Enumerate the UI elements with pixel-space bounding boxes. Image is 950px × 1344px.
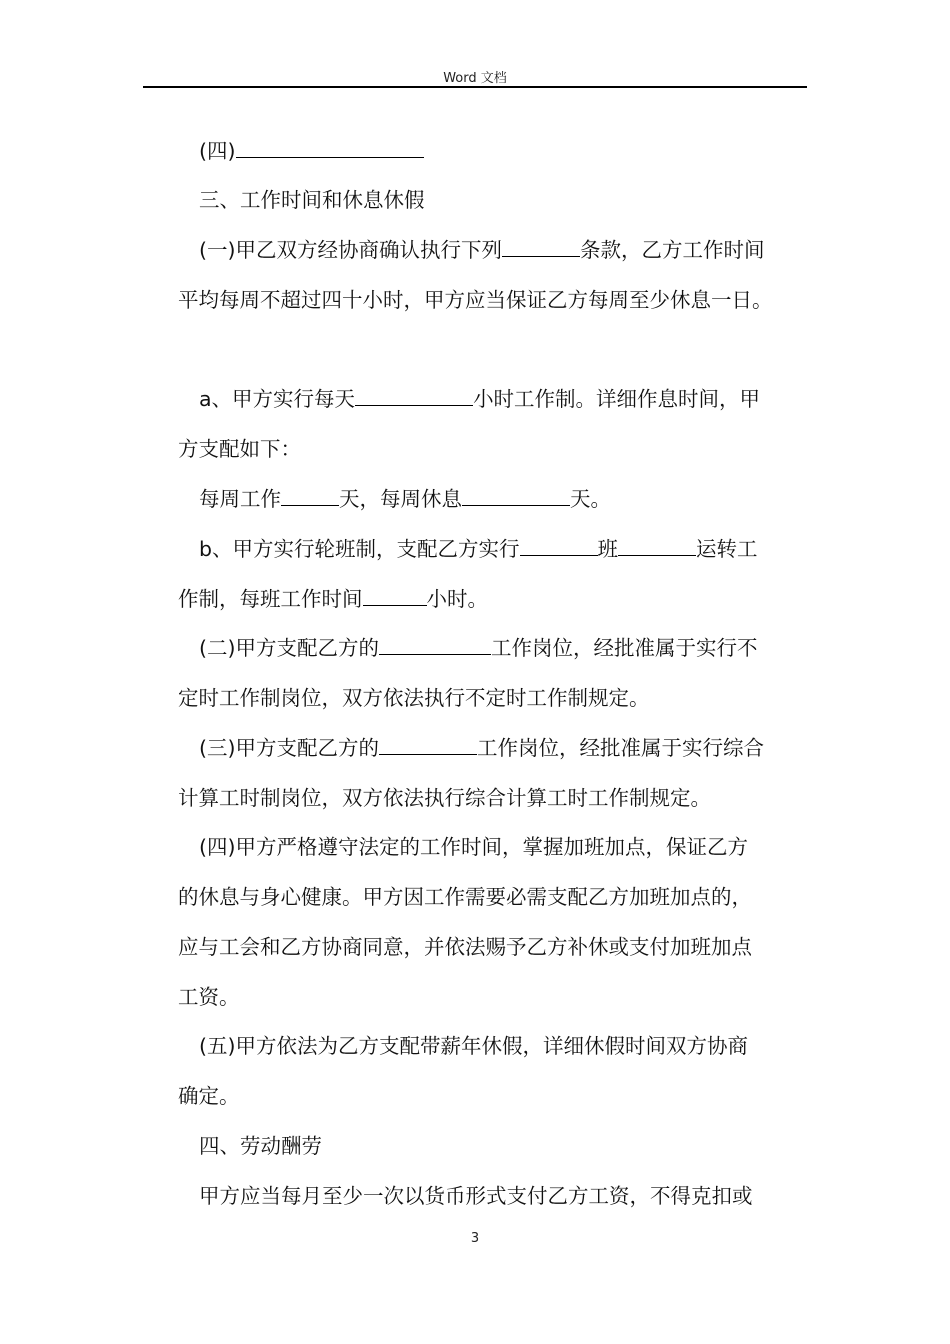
text-segment: 天。 — [570, 487, 611, 511]
text-line: 的休息与身心健康。甲方因工作需要必需支配乙方加班加点的， — [178, 885, 752, 909]
text-line — [199, 536, 758, 562]
text-segment: a、甲方实行每天 — [199, 387, 356, 411]
text-segment: 小时工作制。详细作息时间，甲 — [473, 387, 761, 411]
text-line: 甲方应当每月至少一次以货币形式支付乙方工资，不得克扣或 — [199, 1184, 753, 1208]
text-line — [199, 386, 760, 412]
header-title: Word 文档 — [443, 71, 507, 86]
blank-field — [363, 586, 427, 606]
text-line: 方支配如下： — [178, 437, 301, 461]
text-line: 计算工时制岗位，双方依法执行综合计算工时工作制规定。 — [178, 786, 711, 810]
text-segment: 每周工作 — [199, 487, 281, 511]
text-line — [199, 486, 611, 512]
text-segment: b、甲方实行轮班制，支配乙方实行 — [199, 537, 520, 561]
text-line: 应与工会和乙方协商同意，并依法赐予乙方补休或支付加班加点 — [178, 935, 752, 959]
blank-field — [355, 386, 473, 406]
text-segment: 班 — [597, 537, 619, 561]
text-segment: (二)甲方支配乙方的 — [199, 636, 379, 660]
text-line: 工资。 — [178, 985, 240, 1009]
blank-field — [281, 486, 339, 506]
section-heading: 四、劳动酬劳 — [199, 1134, 322, 1158]
text-line: 定时工作制岗位，双方依法执行不定时工作制规定。 — [178, 686, 650, 710]
text-segment: 运转工 — [696, 537, 758, 561]
text-line — [199, 735, 764, 761]
blank-field — [379, 735, 477, 755]
page-number: 3 — [470, 1231, 480, 1246]
header-divider — [143, 86, 807, 88]
blank-field — [618, 536, 696, 556]
text-segment: 小时。 — [426, 587, 488, 611]
blank-field — [379, 635, 491, 655]
text-segment: (三)甲方支配乙方的 — [199, 736, 379, 760]
text-segment: 作制，每班工作时间 — [178, 587, 363, 611]
text-segment: 工作岗位，经批准属于实行综合 — [477, 736, 764, 760]
text-line: 确定。 — [178, 1084, 240, 1108]
blank-field — [502, 237, 580, 257]
text-line — [199, 237, 765, 263]
text-line: (四)甲方严格遵守法定的工作时间，掌握加班加点，保证乙方 — [199, 835, 748, 859]
text-line — [199, 138, 424, 164]
text-segment: (四) — [199, 139, 236, 163]
text-line: 平均每周不超过四十小时，甲方应当保证乙方每周至少休息一日。 — [178, 288, 773, 312]
text-segment: 工作岗位，经批准属于实行不 — [491, 636, 758, 660]
text-line — [199, 635, 758, 661]
section-heading: 三、工作时间和休息休假 — [199, 188, 425, 212]
blank-field — [520, 536, 598, 556]
text-line: (五)甲方依法为乙方支配带薪年休假，详细休假时间双方协商 — [199, 1034, 748, 1058]
text-line — [178, 586, 488, 612]
blank-field — [462, 486, 570, 506]
text-segment: (一)甲乙双方经协商确认执行下列 — [199, 238, 502, 262]
blank-field — [236, 138, 424, 158]
text-segment: 条款，乙方工作时间 — [580, 238, 765, 262]
text-segment: 天，每周休息 — [339, 487, 462, 511]
